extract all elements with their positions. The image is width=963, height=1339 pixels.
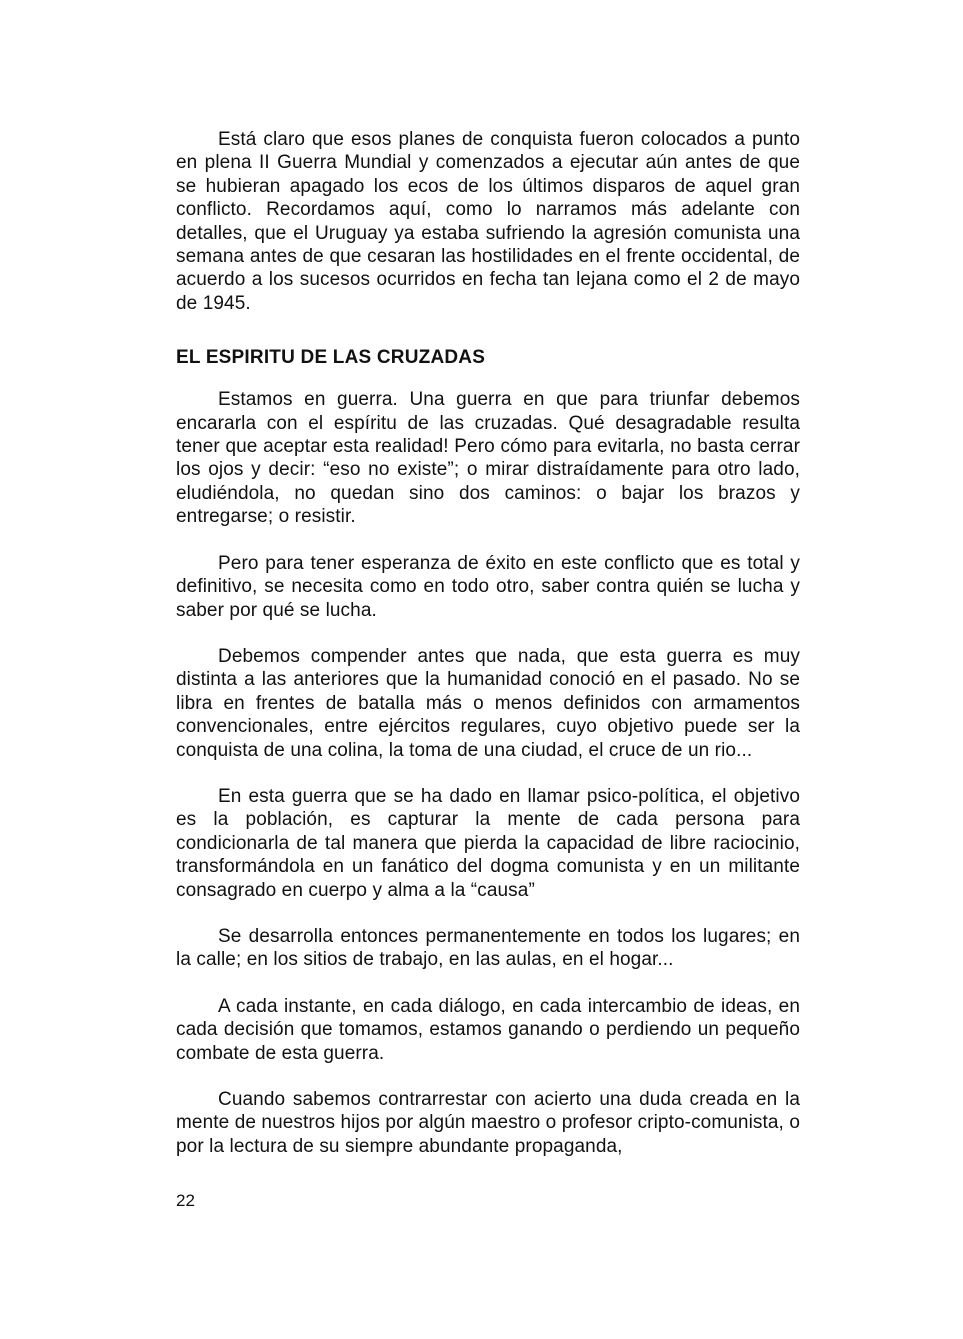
page-body (176, 128, 800, 1158)
paragraph: Estamos en guerra. Una guerra en que para triunfar debemos encararla con el espíritu de las cruzadas. Qué desagradable resulta tener que aceptar esta realidad! Pero cómo para evitarla, no basta cerrar los ojos y decir: “eso no existe”; o mirar distraídamente para otro lado, eludiéndola, no quedan sino dos caminos: o bajar los brazos y entregarse; o resistir. (176, 389, 800, 528)
paragraph: En esta guerra que se ha dado en llamar psico-política, el objetivo es la población, es capturar la mente de cada persona para condicionarla de tal manera que pierda la capacidad de libre raciocinio, transformándola en un fanático del dogma comunista y en un militante consagrado en cuerpo y alma a la “causa” (176, 785, 800, 901)
page-number: 22 (176, 1191, 195, 1210)
paragraph: Pero para tener esperanza de éxito en este conflicto que es total y definitivo, se necesita como en todo otro, saber contra quién se lucha y saber por qué se lucha. (176, 552, 800, 621)
paragraph-intro: Está claro que esos planes de conquista fueron colocados a punto en plena II Guerra Mundial y comenzados a ejecutar aún antes de que se hubieran apagado los ecos de los últimos disparos de aquel gran conflicto. Recordamos aquí, como lo narramos más adelante con detalles, que el Uruguay ya estaba sufriendo la agresión comunista una semana antes de que cesaran las hostilidades en el frente occidental, de acuerdo a los sucesos ocurridos en fecha tan lejana como el 2 de mayo de 1945. (176, 129, 800, 314)
paragraph: Debemos compender antes que nada, que esta guerra es muy distinta a las anteriores que la humanidad conoció en el pasado. No se libra en frentes de batalla más o menos definidos con armamentos convencionales, entre ejércitos regulares, cuyo objetivo puede ser la conquista de una colina, la toma de una ciudad, el cruce de un rio... (176, 645, 800, 761)
paragraph: A cada instante, en cada diálogo, en cada intercambio de ideas, en cada decisión que tomamos, estamos ganando o perdiendo un pequeño combate de esta guerra. (176, 995, 800, 1064)
section-heading: EL ESPIRITU DE LAS CRUZADAS (176, 347, 486, 369)
paragraph: Cuando sabemos contrarrestar con acierto una duda creada en la mente de nuestros hijos por algún maestro o profesor cripto-comunista, o por la lectura de su siempre abundante propaganda, (176, 1089, 800, 1157)
paragraph: Se desarrolla entonces permanentemente en todos los lugares; en la calle; en los sitios de trabajo, en las aulas, en el hogar... (176, 925, 800, 971)
